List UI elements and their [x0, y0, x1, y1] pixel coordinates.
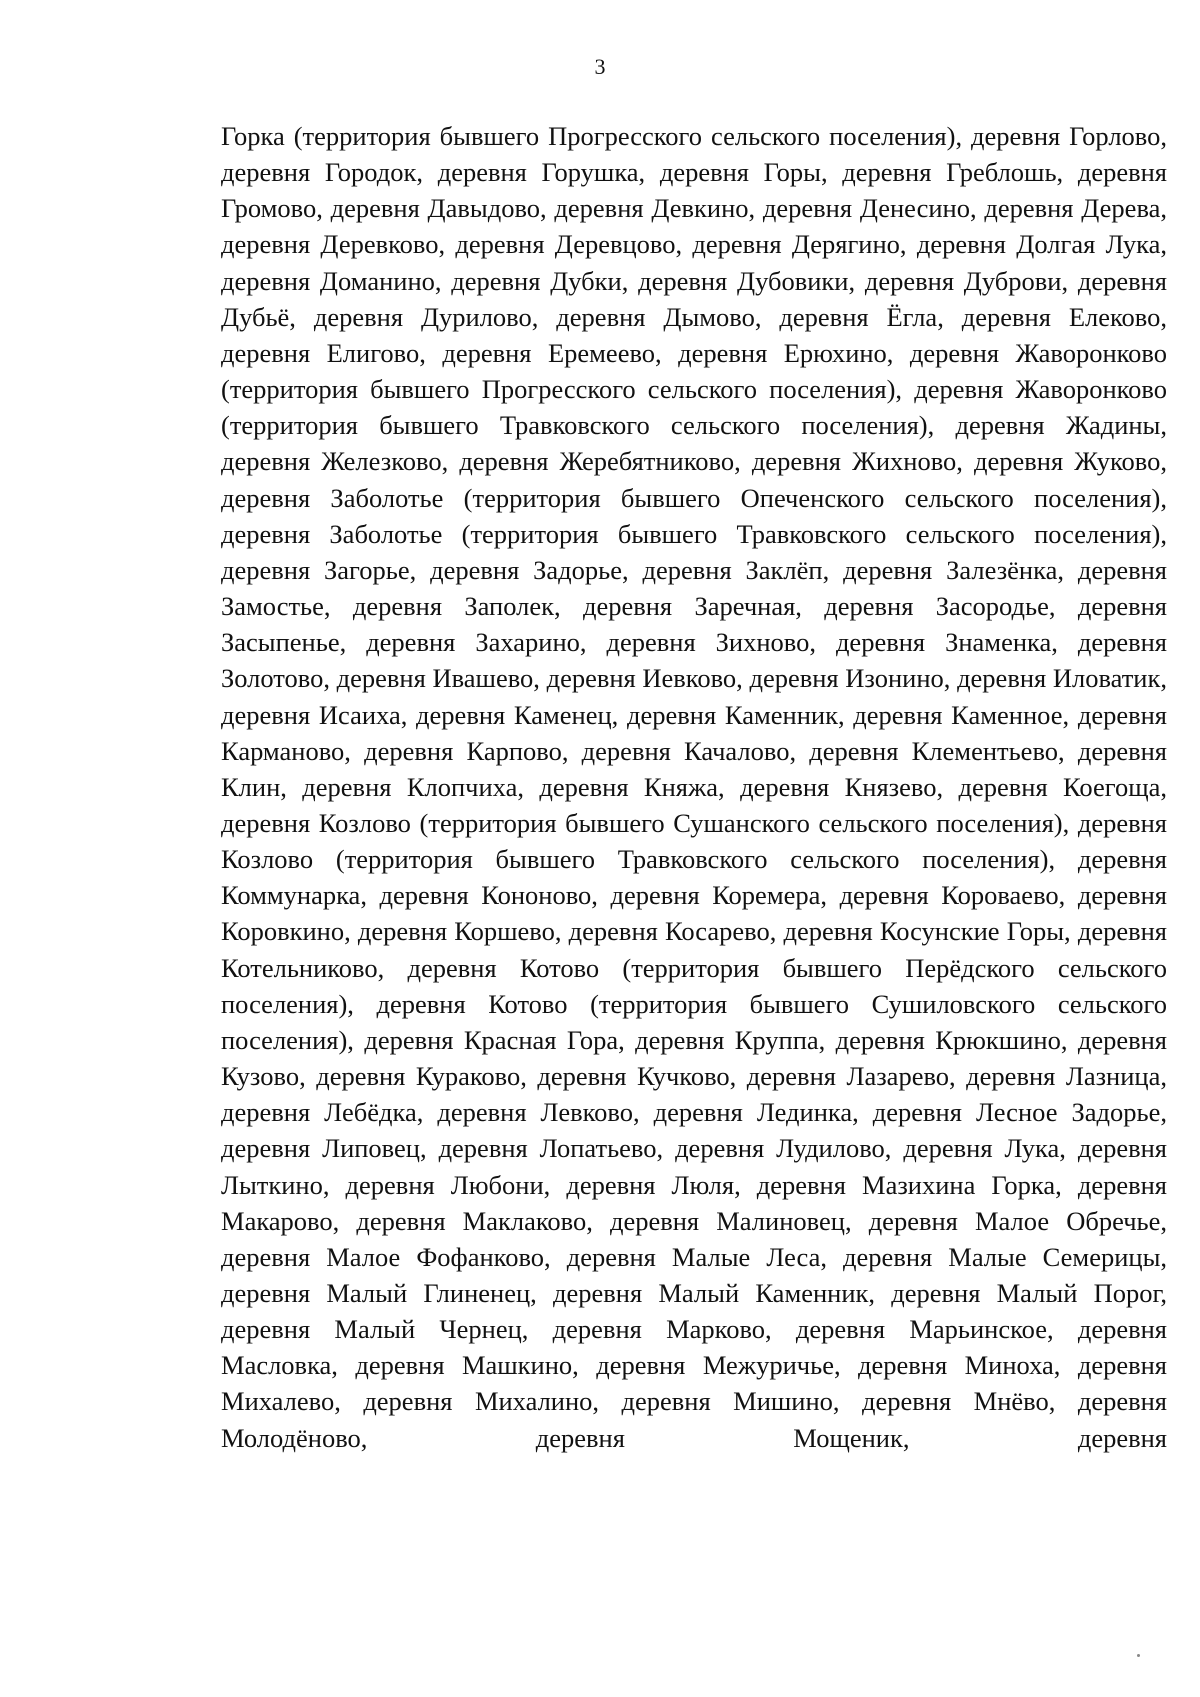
- scan-speck: [1137, 1654, 1140, 1657]
- page-number: 3: [594, 54, 606, 79]
- body-paragraph: Горка (территория бывшего Прогресского сельского поселения), деревня Горлово, деревня Городок, деревня Горушка, деревня Горы, деревня Греблошь, деревня Громово, деревня Давыдово, деревня Девкино, деревня Денесино, деревня Дерева, деревня Деревково, деревня Деревцово, деревня Дерягино, деревня Долгая Лука, деревня Доманино, деревня Дубки, деревня Дубовики, деревня Дуброви, деревня Дубьё, деревня Дурилово, деревня Дымово, деревня Ёгла, деревня Елеково, деревня Елигово, деревня Еремеево, деревня Ерюхино, деревня Жаворонково (территория бывшего Прогресского сельского поселения), деревня Жаворонково (территория бывшего Травковского сельского поселения), деревня Жадины, деревня Железково, деревня Жеребятниково, деревня Жихново, деревня Жуково, деревня Заболотье (территория бывшего Опеченского сельского поселения), деревня Заболотье (территория бывшего Травковского сельского поселения), деревня Загорье, деревня Задорье, деревня Заклёп, деревня Залезёнка, деревня Замостье, деревня Заполек, деревня Заречная, деревня Засородье, деревня Засыпенье, деревня Захарино, деревня Зихново, деревня Знаменка, деревня Золотово, деревня Ивашево, деревня Иевково, деревня Изонино, деревня Иловатик, деревня Исаиха, деревня Каменец, деревня Каменник, деревня Каменное, деревня Карманово, деревня Карпово, деревня Качалово, деревня Клементьево, деревня Клин, деревня Клопчиха, деревня Княжа, деревня Князево, деревня Коегоща, деревня Козлово (территория бывшего Сушанского сельского поселения), деревня Козлово (территория бывшего Травковского сельского поселения), деревня Коммунарка, деревня Кононово, деревня Коремера, деревня Короваево, деревня Коровкино, деревня Коршево, деревня Косарево, деревня Косунские Горы, деревня Котельниково, деревня Котово (территория бывшего Перёдского сельского поселения), деревня Котово (территория бывшего Сушиловского сельского поселения), деревня Красная Гора, деревня Круппа, деревня Крюкшино, деревня Кузово, деревня Кураково, деревня Кучково, деревня Лазарево, деревня Лазница, деревня Лебёдка, деревня Левково, деревня Лединка, деревня Лесное Задорье, деревня Липовец, деревня Лопатьево, деревня Лудилово, деревня Лука, деревня Лыткино, деревня Любони, деревня Люля, деревня Мазихина Горка, деревня Макарово, деревня Маклаково, деревня Малиновец, деревня Малое Обречье, деревня Малое Фофанково, деревня Малые Леса, деревня Малые Семерицы, деревня Малый Глиненец, деревня Малый Каменник, деревня Малый Порог, деревня Малый Чернец, деревня Марково, деревня Марьинское, деревня Масловка, деревня Машкино, деревня Межуричье, деревня Миноха, деревня Михалево, деревня Михалино, деревня Мишино, деревня Мнёво, деревня Молодёново, деревня Мощеник, деревня: [221, 121, 1167, 1453]
